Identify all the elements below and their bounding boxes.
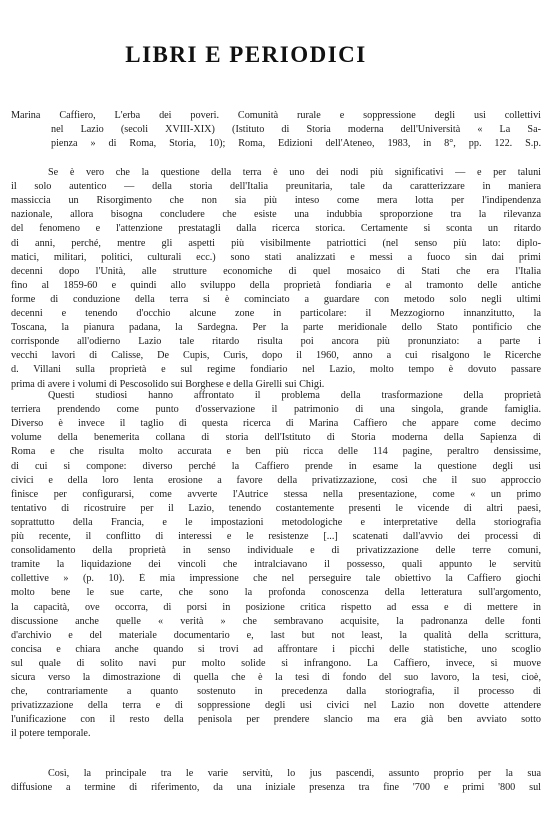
paragraph-1-line: corrisponde all'odierno Lazio tale ritardo risulta poi ancora più pronunziato: a parte i [11, 336, 541, 348]
paragraph-2-line: molto bene le sue carte, che sono la profonda conoscenza della letteratura sull'argomento, [11, 587, 541, 599]
paragraph-2-line: il potere temporale. [11, 728, 91, 740]
paragraph-2-line: tentativo di ricostruire per il Lazio, tenendo costantemente presenti le vicende di altri paesi, [11, 502, 541, 514]
paragraph-2-line: la capacità, ove occorra, di porsi in posizione critica rispetto ad essa e di mettere in [11, 601, 541, 613]
paragraph-1-line: Se è vero che la questione della terra è uno dei nodi più significativi — e per taluni [48, 167, 541, 178]
paragraph-2-line: civici e della loro lenta erosione a favore della privatizzazione, così che il suo approccio [11, 474, 541, 486]
paragraph-1-line: fino al 1859-60 e quindi allo sviluppo della proprietà fondiaria e al tramonto delle antiche [11, 279, 541, 291]
paragraph-2-line: tramite la liquidazione dei vincoli che intralciavano il possesso, quali appunto le servitù [11, 559, 541, 571]
paragraph-2-line: Roma e che risulta molto accurata e ben più ricca delle 114 pagine, peraltro densissime, [11, 446, 541, 458]
paragraph-2-line: sicura verso la dimostrazione di quella che è la tesi di fondo del suo lavoro, la tesi, cioè, [11, 672, 541, 683]
paragraph-2-line: concisa e chiara anche quando si trovi ad affrontare i picchi delle statistiche, uno scoglio [11, 643, 541, 655]
paragraph-1-line: matici, militari, politici, culturali ecc.) sono stati analizzati e messi a fuoco sin dai primi [11, 251, 541, 263]
paragraph-2-line: Diverso è invece il taglio di questa ricerca di Marina Caffiero che appare come decimo [11, 418, 541, 430]
paragraph-1-line: d. Villani sulla proprietà e sul regime fondiario nel Lazio, molto tempo è dovuto passare [11, 364, 541, 376]
citation-line: pienza » di Roma, Storia, 10); Roma, Edizioni dell'Ateneo, 1983, in 8°, pp. 122. S.p. [51, 138, 541, 150]
paragraph-3-line: diffusione a termine di riferimento, da una iniziale presenza tra fine '700 e primi '800 sul [11, 782, 541, 794]
paragraph-2-line: Questi studiosi hanno affrontato il problema della trasformazione della proprietà [48, 390, 541, 401]
paragraph-1-line: decenni e tenendo d'occhio alcune zone in particolare: il Mezzogiorno innanzitutto, la [11, 308, 541, 319]
paragraph-3-line: Così, la principale tra le varie servitù, lo jus pascendi, assunto proprio per la sua [48, 768, 541, 779]
paragraph-2-line: più recente, il conflitto di interessi e le resistenze [...] scatenati dall'avvio dei processi di [11, 531, 541, 542]
paragraph-1-line: il solo autentico — della storia dell'Italia preunitaria, tale da caratterizzare in maniera [11, 181, 541, 193]
paragraph-2-line: di cui si compone: diverso perché la Caffiero prende in esame la questione degli usi [11, 460, 541, 472]
paragraph-1-line: del fenomeno e l'attenzione prestatagli dalla ricerca storica. Certamente si sconta un ritardo [11, 223, 541, 235]
paragraph-1-line: decenni dopo l'Unità, alle strutture economiche di quel mosaico di Stati che era l'Italia [11, 265, 541, 277]
paragraph-1-line: nazionale, allora bisogna concludere che esiste una indubbia sproporzione tra la rilevanza [11, 209, 541, 221]
paragraph-2-line: che, contrariamente a quanto sostenuto in precedenza dalla storiografia, il processo di [11, 686, 541, 698]
page-title: LIBRI E PERIODICI [125, 42, 367, 67]
paragraph-2-line: collettive » (p. 10). È mia impressione che nel perseguire tale obiettivo la Caffiero giochi [11, 573, 541, 585]
paragraph-1-line: vecchi lavori di Calisse, De Cupis, Curis, dopo il 1960, anno a cui risalgono le Ricerche [11, 350, 541, 362]
paragraph-2-line: l'unificazione con il resto della penisola per prendere slancio ma era già ben avviato sotto [11, 714, 541, 726]
paragraph-2-line: terriera prendendo come punto d'osservazione il patrimonio di una singola, grande famiglia. [11, 404, 541, 416]
paragraph-2-line: consolidamento della proprietà in senso individuale e di privatizzazione delle terre comuni, [11, 545, 541, 557]
paragraph-1-line: forme di conduzione della terra si è cominciato a guardare con metodo solo negli ultimi [11, 293, 541, 305]
paragraph-2-line: soprattutto della Francia, e le impostazioni metodologiche e interpretative della storiografia [11, 516, 541, 528]
paragraph-1-line: massiccia un Risorgimento che non sia più inteso come mera lotta per l'indipendenza [11, 195, 541, 207]
citation-line: Marina Caffiero, L'erba dei poveri. Comunità rurale e soppressione degli usi collettivi [11, 110, 541, 121]
paragraph-1-line: Toscana, la pianura padana, la Sardegna. Per la parte meridionale dello Stato pontificio che [11, 322, 541, 334]
paragraph-1-line: prima di avere i volumi di Pescosolido sui Borghese e della Girelli sui Chigi. [11, 378, 325, 390]
paragraph-2-line: d'archivio e del materiale documentario e, last but not least, la qualità della scrittura, [11, 629, 541, 641]
paragraph-2-line: finisce per configurarsi, come avverte l'Autrice stessa nella presentazione, come « un primo [11, 488, 541, 500]
paragraph-2-line: volume della benemerita collana di storia dell'Istituto di Storia moderna della Sapienza di [11, 432, 541, 444]
citation-line: nel Lazio (secoli XVIII-XIX) (Istituto di Storia moderna dell'Università « La Sa- [51, 124, 541, 136]
paragraph-2-line: discussione anche quelle « verità » che sembravano acquisite, la padronanza delle fonti [11, 615, 541, 627]
paragraph-1-line: di anni, perché, mentre gli aspetti più visibilmente patriottici (nel senso più lato: diplo- [11, 237, 541, 249]
paragraph-2-line: sul quale di solito navi pur molto solide si infrangono. La Caffiero, invece, si muove [11, 657, 541, 669]
paragraph-2-line: privatizzazione della terra e di soppressione degli usi civici nel Lazio non dovette attendere [11, 700, 541, 712]
